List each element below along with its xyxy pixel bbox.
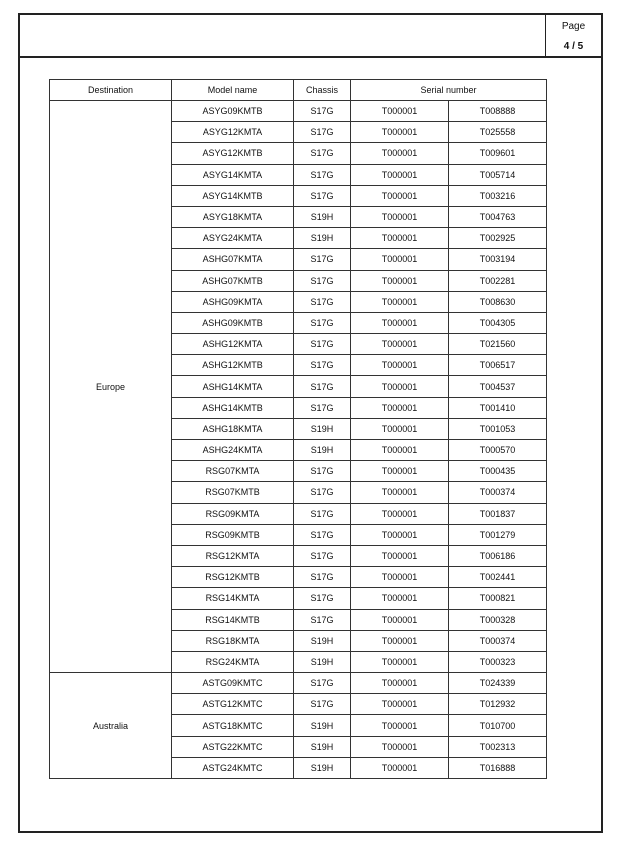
serial-to-cell: T002313	[449, 736, 547, 757]
model-name-cell: RSG12KMTB	[172, 567, 294, 588]
serial-from-cell: T000001	[351, 270, 449, 291]
model-name-cell: ASHG24KMTA	[172, 440, 294, 461]
serial-to-cell: T008888	[449, 101, 547, 122]
model-name-cell: ASHG12KMTA	[172, 334, 294, 355]
serial-from-cell: T000001	[351, 185, 449, 206]
serial-from-cell: T000001	[351, 651, 449, 672]
chassis-cell: S17G	[294, 101, 351, 122]
serial-to-cell: T000435	[449, 461, 547, 482]
serial-from-cell: T000001	[351, 609, 449, 630]
chassis-cell: S19H	[294, 757, 351, 778]
serial-from-cell: T000001	[351, 757, 449, 778]
chassis-cell: S17G	[294, 185, 351, 206]
model-name-cell: RSG24KMTA	[172, 651, 294, 672]
chassis-cell: S17G	[294, 503, 351, 524]
header-destination: Destination	[50, 80, 172, 101]
chassis-cell: S17G	[294, 270, 351, 291]
model-name-cell: ASHG12KMTB	[172, 355, 294, 376]
header-model-name: Model name	[172, 80, 294, 101]
destination-cell: Australia	[50, 673, 172, 779]
serial-to-cell: T024339	[449, 673, 547, 694]
table-row	[50, 101, 547, 122]
chassis-cell: S17G	[294, 334, 351, 355]
model-name-cell: RSG09KMTB	[172, 524, 294, 545]
model-name-cell: ASHG09KMTA	[172, 291, 294, 312]
serial-to-cell: T000570	[449, 440, 547, 461]
serial-from-cell: T000001	[351, 694, 449, 715]
chassis-cell: S19H	[294, 440, 351, 461]
chassis-cell: S17G	[294, 143, 351, 164]
serial-to-cell: T003194	[449, 249, 547, 270]
model-name-cell: RSG09KMTA	[172, 503, 294, 524]
chassis-cell: S17G	[294, 694, 351, 715]
serial-from-cell: T000001	[351, 524, 449, 545]
chassis-cell: S17G	[294, 482, 351, 503]
model-name-cell: ASHG09KMTB	[172, 312, 294, 333]
serial-to-cell: T004537	[449, 376, 547, 397]
table-header-row	[50, 80, 547, 101]
serial-from-cell: T000001	[351, 228, 449, 249]
serial-to-cell: T025558	[449, 122, 547, 143]
model-name-cell: ASHG14KMTB	[172, 397, 294, 418]
serial-to-cell: T004305	[449, 312, 547, 333]
chassis-cell: S19H	[294, 651, 351, 672]
serial-to-cell: T004763	[449, 206, 547, 227]
serial-to-cell: T002441	[449, 567, 547, 588]
model-name-cell: ASYG14KMTB	[172, 185, 294, 206]
chassis-cell: S17G	[294, 524, 351, 545]
serial-from-cell: T000001	[351, 503, 449, 524]
serial-from-cell: T000001	[351, 206, 449, 227]
chassis-cell: S17G	[294, 355, 351, 376]
chassis-cell: S17G	[294, 312, 351, 333]
model-name-cell: ASYG14KMTA	[172, 164, 294, 185]
serial-from-cell: T000001	[351, 715, 449, 736]
header-serial-number: Serial number	[351, 80, 547, 101]
chassis-cell: S19H	[294, 228, 351, 249]
serial-from-cell: T000001	[351, 376, 449, 397]
serial-to-cell: T012932	[449, 694, 547, 715]
model-name-cell: ASHG07KMTA	[172, 249, 294, 270]
serial-to-cell: T001053	[449, 418, 547, 439]
serial-from-cell: T000001	[351, 122, 449, 143]
chassis-cell: S19H	[294, 418, 351, 439]
table-body	[50, 101, 547, 779]
serial-to-cell: T000323	[449, 651, 547, 672]
chassis-cell: S17G	[294, 164, 351, 185]
chassis-cell: S17G	[294, 588, 351, 609]
serial-from-cell: T000001	[351, 736, 449, 757]
chassis-cell: S17G	[294, 376, 351, 397]
model-name-cell: RSG14KMTB	[172, 609, 294, 630]
model-name-cell: RSG18KMTA	[172, 630, 294, 651]
model-name-cell: ASTG24KMTC	[172, 757, 294, 778]
serial-from-cell: T000001	[351, 249, 449, 270]
serial-to-cell: T000821	[449, 588, 547, 609]
serial-to-cell: T008630	[449, 291, 547, 312]
model-name-cell: ASHG07KMTB	[172, 270, 294, 291]
page-number: 4 / 5	[563, 41, 584, 52]
serial-to-cell: T002281	[449, 270, 547, 291]
serial-from-cell: T000001	[351, 545, 449, 566]
page-header	[18, 13, 603, 58]
destination-cell: Europe	[50, 101, 172, 673]
model-name-cell: RSG14KMTA	[172, 588, 294, 609]
model-name-cell: ASTG09KMTC	[172, 673, 294, 694]
header-chassis: Chassis	[294, 80, 351, 101]
model-name-cell: ASTG22KMTC	[172, 736, 294, 757]
serial-to-cell: T006186	[449, 545, 547, 566]
model-name-cell: ASYG12KMTB	[172, 143, 294, 164]
serial-from-cell: T000001	[351, 312, 449, 333]
chassis-cell: S19H	[294, 630, 351, 651]
serial-to-cell: T009601	[449, 143, 547, 164]
chassis-cell: S17G	[294, 249, 351, 270]
serial-from-cell: T000001	[351, 164, 449, 185]
chassis-cell: S17G	[294, 291, 351, 312]
serial-from-cell: T000001	[351, 567, 449, 588]
serial-from-cell: T000001	[351, 461, 449, 482]
chassis-cell: S17G	[294, 673, 351, 694]
serial-to-cell: T001410	[449, 397, 547, 418]
page-label: Page	[561, 21, 586, 32]
chassis-cell: S17G	[294, 609, 351, 630]
serial-number-table	[49, 79, 547, 779]
model-name-cell: ASTG18KMTC	[172, 715, 294, 736]
chassis-cell: S17G	[294, 122, 351, 143]
serial-to-cell: T003216	[449, 185, 547, 206]
chassis-cell: S19H	[294, 206, 351, 227]
model-name-cell: ASHG18KMTA	[172, 418, 294, 439]
model-name-cell: ASHG14KMTA	[172, 376, 294, 397]
serial-to-cell: T010700	[449, 715, 547, 736]
serial-from-cell: T000001	[351, 101, 449, 122]
chassis-cell: S17G	[294, 397, 351, 418]
serial-to-cell: T021560	[449, 334, 547, 355]
serial-from-cell: T000001	[351, 630, 449, 651]
serial-from-cell: T000001	[351, 440, 449, 461]
model-name-cell: RSG07KMTA	[172, 461, 294, 482]
serial-from-cell: T000001	[351, 482, 449, 503]
model-name-cell: ASYG18KMTA	[172, 206, 294, 227]
page-indicator	[545, 15, 601, 56]
serial-to-cell: T000328	[449, 609, 547, 630]
chassis-cell: S19H	[294, 715, 351, 736]
serial-from-cell: T000001	[351, 291, 449, 312]
serial-from-cell: T000001	[351, 673, 449, 694]
model-name-cell: RSG12KMTA	[172, 545, 294, 566]
serial-from-cell: T000001	[351, 334, 449, 355]
chassis-cell: S19H	[294, 736, 351, 757]
table-row	[50, 673, 547, 694]
serial-to-cell: T001837	[449, 503, 547, 524]
serial-from-cell: T000001	[351, 143, 449, 164]
serial-to-cell: T000374	[449, 630, 547, 651]
chassis-cell: S17G	[294, 461, 351, 482]
serial-to-cell: T006517	[449, 355, 547, 376]
serial-from-cell: T000001	[351, 418, 449, 439]
serial-from-cell: T000001	[351, 588, 449, 609]
model-name-cell: ASYG12KMTA	[172, 122, 294, 143]
model-name-cell: ASTG12KMTC	[172, 694, 294, 715]
model-name-cell: ASYG09KMTB	[172, 101, 294, 122]
serial-from-cell: T000001	[351, 397, 449, 418]
model-name-cell: RSG07KMTB	[172, 482, 294, 503]
chassis-cell: S17G	[294, 567, 351, 588]
model-name-cell: ASYG24KMTA	[172, 228, 294, 249]
serial-to-cell: T002925	[449, 228, 547, 249]
serial-to-cell: T001279	[449, 524, 547, 545]
serial-to-cell: T016888	[449, 757, 547, 778]
serial-to-cell: T000374	[449, 482, 547, 503]
chassis-cell: S17G	[294, 545, 351, 566]
serial-to-cell: T005714	[449, 164, 547, 185]
serial-from-cell: T000001	[351, 355, 449, 376]
